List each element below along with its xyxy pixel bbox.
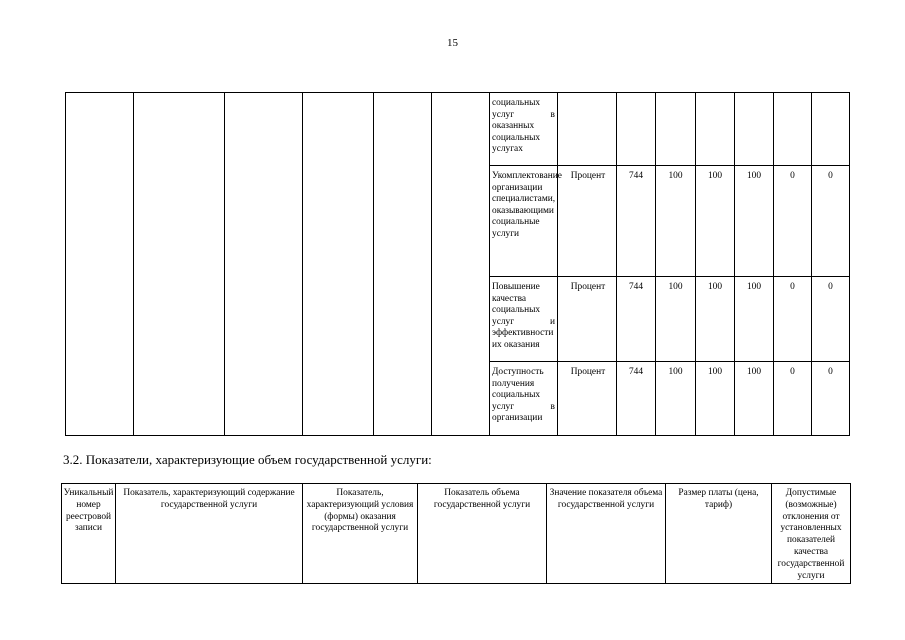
column-header: Показатель, характеризующий содержание государственной услуги xyxy=(116,484,303,584)
table-header-row xyxy=(62,484,851,584)
empty-cell xyxy=(374,93,432,436)
empty-cell xyxy=(66,93,134,436)
value-cell: 100 xyxy=(735,362,774,436)
table-row xyxy=(66,93,850,166)
unit-cell: Процент xyxy=(558,166,617,277)
value-cell: 0 xyxy=(812,277,850,362)
section-heading: 3.2. Показатели, характеризующие объем государственной услуги: xyxy=(63,452,432,467)
value-cell: 100 xyxy=(735,277,774,362)
indicator-name: Повышение качества социальных услуг и эффективности их оказания xyxy=(490,277,558,362)
code-cell: 744 xyxy=(617,362,656,436)
page-number: 15 xyxy=(447,37,458,49)
indicator-name: Доступность получения социальных услуг в организации xyxy=(490,362,558,436)
unit-cell xyxy=(558,93,617,166)
indicator-name: Укомплектование организации специалистами, оказывающими социальные услуги xyxy=(490,166,558,277)
empty-cell xyxy=(134,93,225,436)
value-cell xyxy=(735,93,774,166)
column-header: Уникальный номер реестровой записи xyxy=(62,484,116,584)
quality-indicators-table xyxy=(65,92,850,436)
value-cell: 0 xyxy=(774,277,812,362)
value-cell: 0 xyxy=(774,166,812,277)
code-cell xyxy=(617,93,656,166)
value-cell: 0 xyxy=(774,362,812,436)
empty-cell xyxy=(303,93,374,436)
value-cell: 100 xyxy=(656,362,696,436)
column-header: Значение показателя объема государственной услуги xyxy=(547,484,666,584)
value-cell: 100 xyxy=(656,277,696,362)
value-cell: 100 xyxy=(696,277,735,362)
code-cell: 744 xyxy=(617,277,656,362)
column-header: Размер платы (цена, тариф) xyxy=(666,484,772,584)
empty-cell xyxy=(225,93,303,436)
value-cell: 100 xyxy=(656,166,696,277)
value-cell xyxy=(656,93,696,166)
value-cell: 100 xyxy=(735,166,774,277)
value-cell: 0 xyxy=(812,362,850,436)
indicator-name: социальных услуг в оказанных социальных услугах xyxy=(490,93,558,166)
value-cell: 100 xyxy=(696,362,735,436)
unit-cell: Процент xyxy=(558,362,617,436)
value-cell: 0 xyxy=(812,166,850,277)
value-cell xyxy=(774,93,812,166)
value-cell xyxy=(696,93,735,166)
column-header: Показатель, характеризующий условия (формы) оказания государственной услуги xyxy=(303,484,418,584)
unit-cell: Процент xyxy=(558,277,617,362)
code-cell: 744 xyxy=(617,166,656,277)
value-cell: 100 xyxy=(696,166,735,277)
column-header: Показатель объема государственной услуги xyxy=(418,484,547,584)
column-header: Допустимые (возможные) отклонения от установленных показателей качества государственной услуги xyxy=(772,484,851,584)
value-cell xyxy=(812,93,850,166)
volume-indicators-table xyxy=(61,483,851,584)
empty-cell xyxy=(432,93,490,436)
